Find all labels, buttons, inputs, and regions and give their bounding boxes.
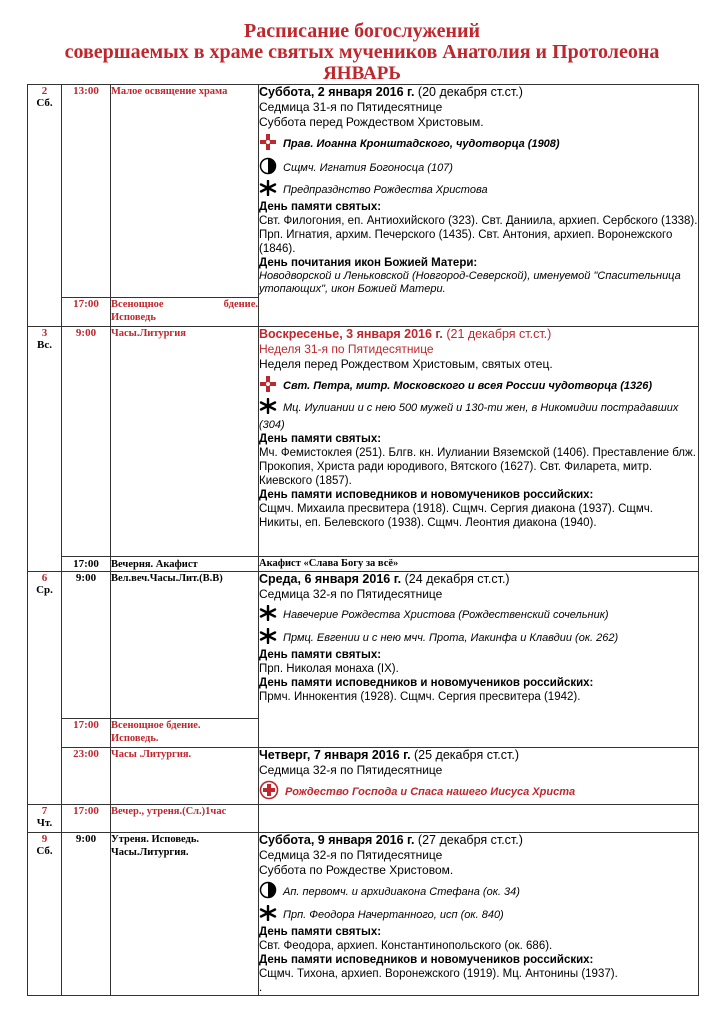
time-cell: 9:00: [62, 833, 111, 996]
day-cell: [28, 572, 62, 805]
time-cell: 9:00: [62, 327, 111, 557]
date-old-style: (27 декабря ст.ст.): [414, 833, 523, 847]
service-cell: Вечерня. Акафист: [111, 557, 259, 572]
service-line: Всенощное бдение.: [111, 299, 258, 310]
confessors-heading: День памяти исповедников и новомучеников российских:: [259, 489, 594, 501]
memory-text: Свт. Феодора, архиеп. Константинопольского (ок. 686).: [259, 940, 553, 952]
saint-1: Ап. первомч. и архидиакона Стефана (ок. 34): [283, 886, 520, 899]
red-cross-icon: [259, 375, 277, 397]
day-cell: [28, 327, 62, 572]
service-cell: Часы.Литургия: [111, 327, 259, 557]
description-cell: [259, 805, 699, 833]
schedule-table: [27, 84, 699, 996]
date-title: Воскресенье, 3 января 2016 г.: [259, 327, 443, 341]
service-line: Всенощное бдение.: [111, 720, 201, 731]
half-circle-icon: [259, 881, 277, 903]
day-cell: [28, 833, 62, 996]
service-cell: Вечер., утреня.(Сл.)1час: [111, 805, 259, 833]
confessors-text: Сщмч. Михаила пресвитера (1918). Сщмч. Сергия диакона (1937). Сщмч. Никиты, еп. Белевского (1938). Сщмч. Леонтия диакона (1940).: [259, 503, 653, 529]
time-cell: 17:00: [62, 557, 111, 572]
six-point-icon: [259, 605, 277, 625]
description-cell: [259, 833, 699, 996]
service-line: Исповедь.: [111, 733, 159, 744]
saint-2: Сщмч. Игнатия Богоносца (107): [283, 162, 453, 175]
icons-heading: День почитания икон Божией Матери:: [259, 257, 478, 269]
memory-text: Свт. Филогония, еп. Антиохийского (323). Свт. Даниила, архиеп. Сербского (1338). Прп. Игнатия, архим. Печерского (1435). Свт. Антония, архиеп. Воронежского (1846).: [259, 215, 698, 255]
circled-cross-icon: [259, 780, 279, 804]
weekday: Сб.: [36, 845, 53, 857]
date-old-style: (25 декабря ст.ст.): [410, 748, 520, 762]
week-line: Седмица 32-я по Пятидесятнице: [259, 848, 443, 862]
service-cell: [111, 719, 259, 748]
header-title: Расписание богослужений: [243, 20, 481, 42]
table-row: [28, 805, 699, 833]
time-cell: 13:00: [62, 85, 111, 298]
date-old-style: (20 декабря ст.ст.): [414, 85, 523, 99]
time-cell: 9:00: [62, 572, 111, 719]
day-number: 7: [41, 805, 48, 817]
week-line: Неделя 31-я по Пятидесятнице: [259, 342, 434, 356]
week-line: Седмица 32-я по Пятидесятнице: [259, 587, 443, 601]
time-cell: 17:00: [62, 298, 111, 327]
red-cross-icon: [259, 133, 277, 155]
six-point-icon: [259, 628, 277, 648]
feast-line: Суббота перед Рождеством Христовым.: [259, 115, 484, 129]
icons-text: Новодворской и Леньковской (Новгород-Северской), именуемой "Спасительница утопающих", икон Божией Матери.: [259, 270, 681, 295]
memory-heading: День памяти святых:: [259, 433, 382, 445]
saint-3: Предпразднство Рождества Христова: [283, 184, 488, 197]
memory-text: Прп. Николая монаха (IX).: [259, 663, 399, 675]
feast-line: Неделя перед Рождеством Христовым, святых отец.: [259, 357, 553, 371]
six-point-icon: [259, 398, 277, 418]
table-row: [28, 327, 699, 557]
memory-heading: День памяти святых:: [259, 649, 382, 661]
description-cell: [259, 327, 699, 557]
saint-1: Прав. Иоанна Кронштадского, чудотворца (1908): [283, 138, 560, 151]
weekday: Вс.: [37, 339, 52, 351]
table-row: [28, 572, 699, 719]
memory-heading: День памяти святых:: [259, 201, 382, 213]
description-cell: [259, 85, 699, 327]
weekday: Сб.: [36, 97, 53, 109]
table-row: [28, 85, 699, 298]
time-cell: 17:00: [62, 719, 111, 748]
six-point-icon: [259, 180, 277, 200]
day-number: 9: [41, 833, 48, 845]
service-cell: Часы .Литургия.: [111, 748, 259, 805]
saint-1: Свт. Петра, митр. Московского и всея России чудотворца (1326): [283, 380, 652, 393]
week-line: Седмица 32-я по Пятидесятнице: [259, 763, 443, 777]
table-row: [28, 833, 699, 996]
day-cell: [28, 85, 62, 327]
service-line: Часы.Литургия.: [111, 847, 189, 858]
header-subtitle: совершаемых в храме святых мучеников Анатолия и Протолеона: [64, 41, 660, 63]
time-cell: 17:00: [62, 805, 111, 833]
trailing-mark: .: [259, 982, 263, 994]
memory-heading: День памяти святых:: [259, 926, 382, 938]
time-cell: 23:00: [62, 748, 111, 805]
service-cell: [111, 298, 259, 327]
table-row: [28, 748, 699, 805]
memory-text: Мч. Фемистоклея (251). Блгв. кн. Иулиании Вяземской (1406). Преставление блж. Прокопия, Христа ради юродивого, Вятского (1627). Свт. Филарета, митр. Киевского (1857).: [259, 447, 696, 487]
date-title: Суббота, 9 января 2016 г.: [259, 833, 415, 847]
description-cell: [259, 748, 699, 805]
confessors-text: Прмч. Иннокентия (1928). Сщмч. Сергия пресвитера (1942).: [259, 691, 581, 703]
description-cell: [259, 572, 699, 748]
header-month: ЯНВАРЬ: [323, 63, 401, 84]
saint-2: Прп. Феодора Начертанного, исп (ок. 840): [283, 909, 504, 922]
confessors-text: Сщмч. Тихона, архиеп. Воронежского (1919). Мц. Антонины (1937).: [259, 968, 618, 980]
confessors-heading: День памяти исповедников и новомучеников российских:: [259, 677, 594, 689]
table-row: [28, 557, 699, 572]
date-old-style: (24 декабря ст.ст.): [401, 572, 510, 586]
confessors-heading: День памяти исповедников и новомучеников российских:: [259, 954, 594, 966]
saint-1: Навечерие Рождества Христова (Рождественский сочельник): [283, 609, 609, 622]
service-cell: [111, 833, 259, 996]
date-title: Суббота, 2 января 2016 г.: [259, 85, 415, 99]
weekday: Ср.: [36, 584, 53, 596]
day-number: 3: [41, 327, 48, 339]
day-number: 2: [41, 85, 48, 97]
saint-1: Рождество Господа и Спаса нашего Иисуса Христа: [285, 786, 576, 799]
service-line: Утреня. Исповедь.: [111, 834, 200, 845]
date-old-style: (21 декабря ст.ст.): [442, 327, 552, 341]
half-circle-icon: [259, 157, 277, 179]
date-title: Четверг, 7 января 2016 г.: [259, 748, 411, 762]
week-line: Седмица 31-я по Пятидесятнице: [259, 100, 443, 114]
service-cell: Малое освящение храма: [111, 85, 259, 298]
feast-line: Суббота по Рождестве Христовом.: [259, 863, 454, 877]
saint-2: Мц. Иулиании и с нею 500 мужей и 130-ти жен, в Никомидии пострадавших (304): [259, 402, 679, 431]
day-number: 6: [41, 572, 48, 584]
weekday: Чт.: [36, 817, 53, 829]
service-cell: Вел.веч.Часы.Лит.(В.В): [111, 572, 259, 719]
akafist-cell: Акафист «Слава Богу за всё»: [259, 557, 699, 572]
saint-2: Прмц. Евгении и с нею мчч. Прота, Иакинфа и Клавдии (ок. 262): [283, 632, 619, 645]
service-line: Исповедь: [111, 312, 156, 323]
date-title: Среда, 6 января 2016 г.: [259, 572, 402, 586]
day-cell: [28, 805, 62, 833]
six-point-icon: [259, 905, 277, 925]
